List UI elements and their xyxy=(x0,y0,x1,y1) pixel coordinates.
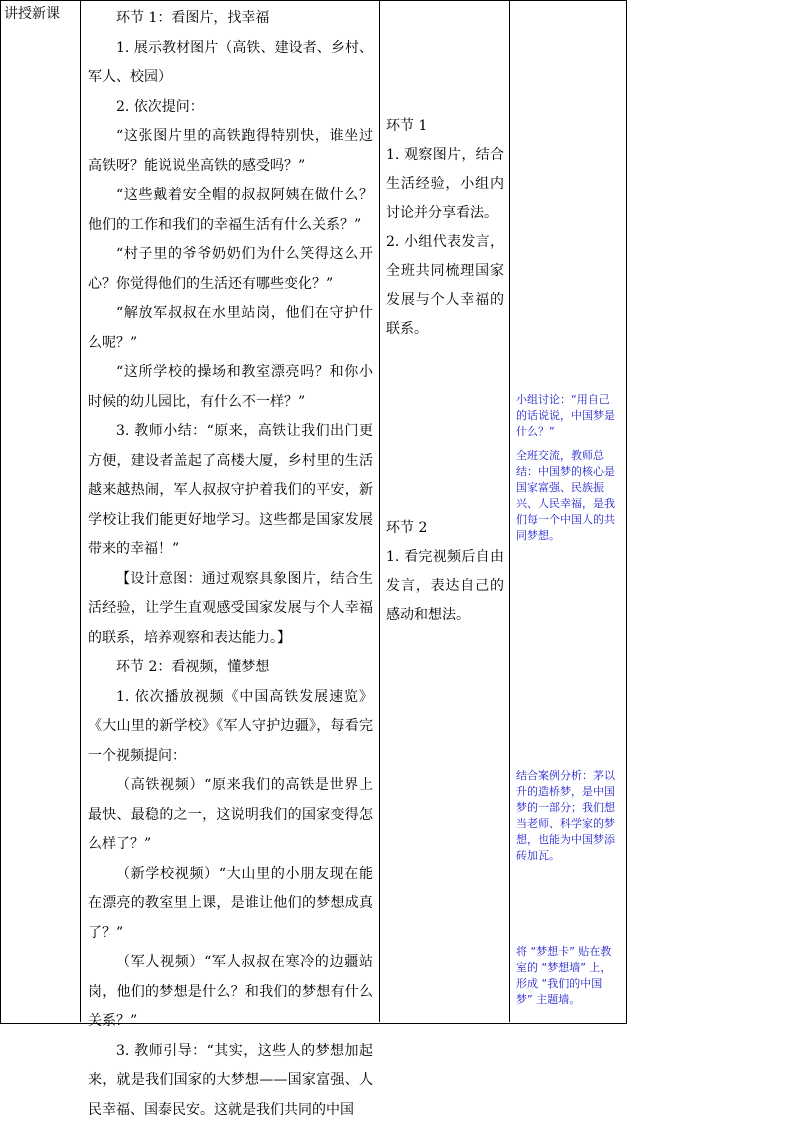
teacher-paragraph: （高铁视频）“原来我们的高铁是世界上最快、最稳的之一，这说明我们的国家变得怎么样了？” xyxy=(88,777,373,852)
teacher-paragraph: 1. 展示教材图片（高铁、建设者、乡村、军人、校园） xyxy=(88,39,373,85)
note-text: 结合案例分析：茅以升的造桥梦，是中国梦的一部分；我们想当老师、科学家的梦想，也能为中国梦添砖加瓦。 xyxy=(516,769,615,862)
teacher-paragraph: （新学校视频）“大山里的小朋友现在能在漂亮的教室里上课，是谁让他们的梦想成真了？” xyxy=(88,865,373,941)
teacher-paragraph: 环节 2：看视频，懂梦想 xyxy=(116,659,270,675)
teacher-paragraph: “解放军叔叔在水里站岗，他们在守护什么呢？” xyxy=(88,305,373,351)
column-divider xyxy=(80,0,81,1022)
note-text: 小组讨论：“用自己的话说说，中国梦是什么？” xyxy=(516,393,615,438)
column-divider xyxy=(509,0,510,1022)
notes-block-1 xyxy=(516,392,616,552)
student-activity-1 xyxy=(386,112,504,344)
student-item: 2. 小组代表发言，全班共同梳理国家发展与个人幸福的联系。 xyxy=(386,234,504,337)
teacher-paragraph: “这张图片里的高铁跑得特别快，谁坐过高铁呀？能说说坐高铁的感受吗？” xyxy=(88,128,373,174)
teacher-paragraph: 2. 依次提问： xyxy=(116,98,204,115)
student-item: 1. 观察图片，结合生活经验，小组内讨论并分享看法。 xyxy=(386,147,504,221)
student-activity-2 xyxy=(386,514,504,630)
teacher-paragraph: “这所学校的操场和教室漂亮吗？和你小时候的幼儿园比，有什么不一样？” xyxy=(88,364,373,410)
note-text: 将 “梦想卡” 贴在教室的 “梦想墙” 上，形成 “我们的中国梦” 主题墙。 xyxy=(516,945,612,1006)
teacher-paragraph: 1. 依次播放视频《中国高铁发展速览》《大山里的新学校》《军人守护边疆》，每看完一个视频提问： xyxy=(88,688,373,764)
teacher-paragraph: “村子里的爷爷奶奶们为什么笑得这么开心？你觉得他们的生活还有哪些变化？” xyxy=(88,246,373,292)
teacher-paragraph: 环节 1：看图片，找幸福 xyxy=(116,10,270,26)
student-heading: 环节 1 xyxy=(386,118,428,134)
teacher-paragraph: “这些戴着安全帽的叔叔阿姨在做什么？他们的工作和我们的幸福生活有什么关系？” xyxy=(88,187,373,233)
student-heading: 环节 2 xyxy=(386,520,428,536)
teacher-activity-column xyxy=(88,4,373,1125)
section-label: 讲授新课 xyxy=(4,6,60,22)
student-item: 1. 看完视频后自由发言，表达自己的感动和想法。 xyxy=(386,549,504,623)
teacher-paragraph: 3. 教师引导：“其实，这些人的梦想加起来，就是我们国家的大梦想——国家富强、人民幸福、国泰民安。这就是我们共同的中国 xyxy=(88,1042,373,1118)
note-text: 全班交流，教师总结：中国梦的核心是国家富强、民族振兴、人民幸福，是我们每一个中国人的共同梦想。 xyxy=(516,449,615,542)
teacher-paragraph: 3. 教师小结：“原来，高铁让我们出门更方便，建设者盖起了高楼大厦，乡村里的生活越来越热闹，军人叔叔守护着我们的平安，新学校让我们能更好地学习。这些都是国家发展带来的幸福！” xyxy=(88,423,373,557)
teacher-paragraph: （军人视频）“军人叔叔在寒冷的边疆站岗，他们的梦想是什么？和我们的梦想有什么关系？” xyxy=(88,954,373,1029)
design-intent: 【设计意图：通过观察具象图片，结合生活经验，让学生直观感受国家发展与个人幸福的联系，培养观察和表达能力。】 xyxy=(88,570,373,646)
notes-block-3 xyxy=(516,944,616,1016)
table-top-border xyxy=(0,0,625,1)
notes-block-2 xyxy=(516,768,616,872)
column-divider xyxy=(379,0,380,1022)
